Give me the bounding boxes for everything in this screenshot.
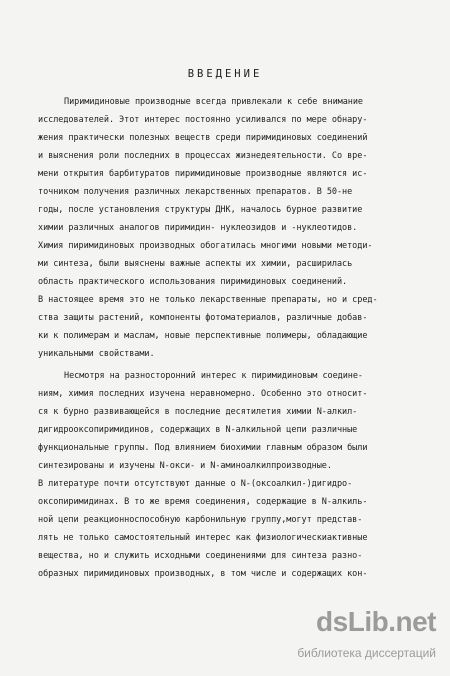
text-line: точником получения различных лекарственных препаратов. В 50-не <box>38 187 353 197</box>
watermark-subtitle: библиотека диссертаций <box>297 646 436 660</box>
text-line: дигидрооксопиримидинов, содержащих в N-алкильной цепи различные <box>38 425 358 435</box>
text-line: годы, после установления структуры ДНК, началось бурное развитие <box>38 205 363 215</box>
text-line: В литературе почти отсутствуют данные о N-(оксоалкил-)дигидро- <box>38 479 353 489</box>
text-line: область практического использования пиримидиновых соединений. <box>38 277 348 287</box>
text-line: оксопиримидинах. В то же время соединения, содержащие в N-алкиль- <box>38 497 368 507</box>
text-line: функциональные группы. Под влиянием биохимии главным образом были <box>38 443 368 453</box>
text-line: химии различных аналогов пиримидин- нуклеозидов и -нуклеотидов. <box>38 223 358 233</box>
text-line: ства защиты растений, компоненты фотоматериалов, различные добав- <box>38 313 368 323</box>
text-line: Пиримидиновые производные всегда привлекали к себе внимание <box>64 97 363 107</box>
text-line: мени открытия барбитуратов пиримидиновые производные являются ис- <box>38 169 368 179</box>
text-line: и выяснения роли последних в процессах жизнедеятельности. Со вре- <box>38 151 368 161</box>
text-line: ки к полимерам и маслам, новые перспективные полимеры, обладающие <box>38 331 368 341</box>
text-line: исследователей. Этот интерес постоянно усиливался по мере обнару- <box>38 115 368 125</box>
page-title: ВВЕДЕНИЕ <box>187 68 263 80</box>
text-line: ми синтеза, были выяснены важные аспекты их химии, расширилась <box>38 259 353 269</box>
watermark-logo: dsLib.net <box>316 606 436 637</box>
text-line: Химия пиримидиновых производных обогатилась многими новыми методи- <box>38 241 373 251</box>
text-line: ниям, химия последних изучена неравномерно. Особенно это относит- <box>38 389 368 399</box>
text-line: ся к бурно развивающейся в последние десятилетия химии N-алкил- <box>38 407 358 417</box>
text-line: синтезированы и изучены N-окси- и N-аминоалкилпроизводные. <box>38 461 332 471</box>
text-line: В настоящее время это не только лекарственные препараты, но и сред- <box>38 295 378 305</box>
text-line: уникальными свойствами. <box>38 349 155 359</box>
text-line: ной цепи реакционноспособную карбонильную группу,могут представ- <box>38 515 363 525</box>
text-line: лять не только самостоятельный интерес как физиологическиактивные <box>38 533 368 543</box>
text-line: Несмотря на разносторонний интерес к пиримидиновым соедине- <box>64 371 363 381</box>
watermark <box>246 606 436 666</box>
text-line: вещества, но и служить исходными соединениями для синтеза разно- <box>38 551 363 561</box>
text-line: жения практически полезных веществ среди пиримидиновых соединений <box>38 133 368 143</box>
text-line: образных пиримидиновых производных, в том числе и содержащих кон- <box>38 569 368 579</box>
